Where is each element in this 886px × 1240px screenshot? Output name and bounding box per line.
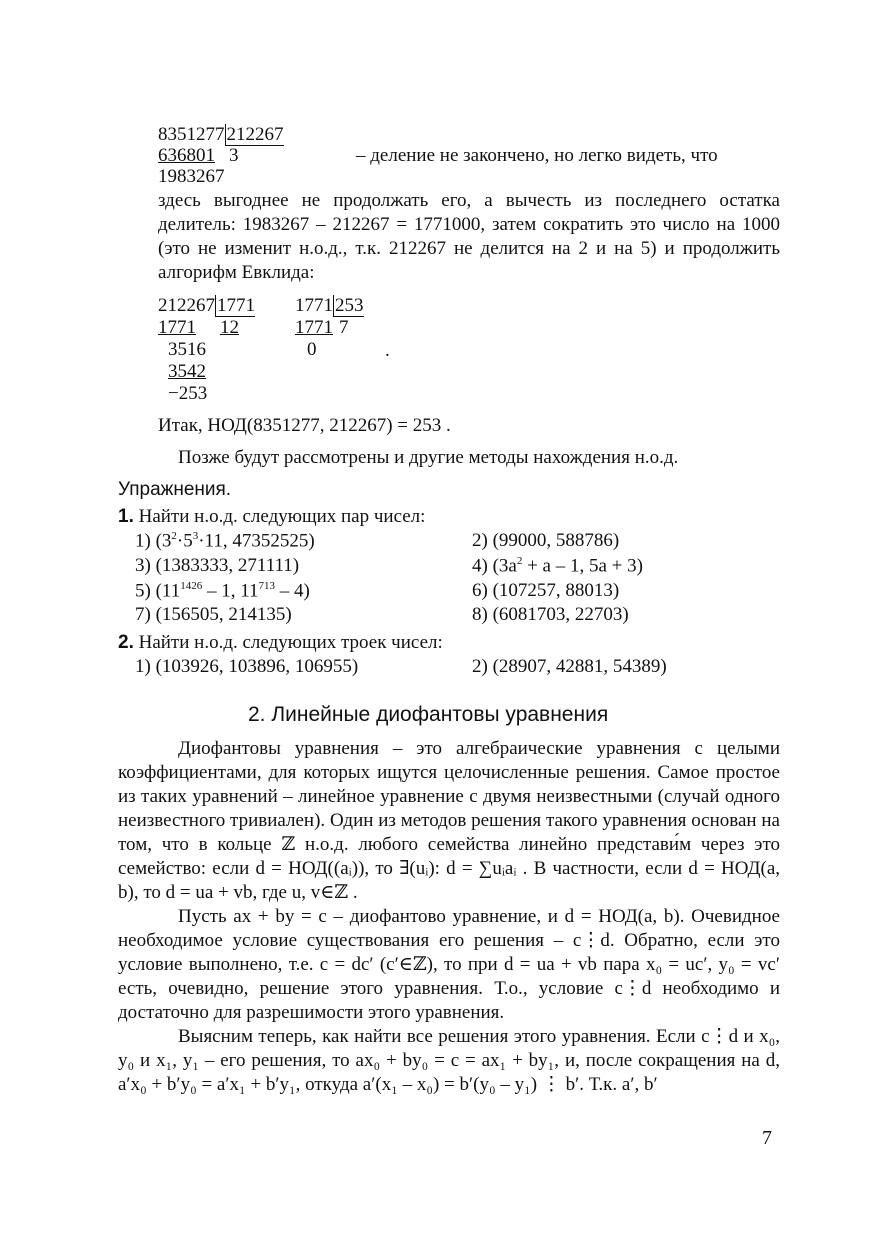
division-2 bbox=[158, 295, 255, 405]
division-3-dot: . bbox=[385, 340, 390, 361]
pair-row-1 bbox=[0, 530, 886, 554]
pair-row-3 bbox=[0, 580, 886, 604]
pair-row-4 bbox=[0, 604, 886, 628]
division-2-sub1: 1771 bbox=[158, 317, 196, 338]
pair-5: 5) ($11^{1426} - 1$, $11^{713} - 4$) bbox=[135, 580, 310, 602]
pair-row-2 bbox=[0, 555, 886, 579]
task-1 bbox=[118, 506, 425, 528]
pair-8: 8) (6081703, 22703) bbox=[472, 604, 629, 625]
division-2-quotient: 12 bbox=[220, 317, 239, 338]
task-1-number: 1. bbox=[118, 506, 134, 527]
division-1 bbox=[158, 124, 284, 187]
division-2-dividend: 212267 bbox=[158, 295, 215, 316]
paragraph-4: Выясним теперь, как найти все решения этого уравнения. Если c⋮d и x₀, y₀ и x₁, y₁ – его решения, то ax₀ + by₀ = c = ax₁ + by₁, и, после сокращения на d, a′x₀ + b′y₀ = a′x₁ + b′y₁, откуда a′(x₁ – x₀) = b′(y₀ – y₁) ⋮ b′. Т.к. a′, b′ bbox=[118, 1026, 780, 1095]
exercises-heading: Упражнения. bbox=[118, 479, 232, 500]
later-line: Позже будут рассмотрены и другие методы нахождения н.о.д. bbox=[178, 447, 679, 468]
section-title: 2. Линейные диофантовы уравнения bbox=[248, 703, 609, 726]
division-2-rem1: 3516 bbox=[168, 339, 206, 360]
task-2-text: Найти н.о.д. следующих троек чисел: bbox=[138, 632, 443, 653]
triple-2: 2) (28907, 42881, 54389) bbox=[472, 656, 667, 677]
division-3-divisor: 253 bbox=[335, 295, 364, 316]
division-2-divisor: 1771 bbox=[217, 295, 255, 316]
paragraph-2: Диофантовы уравнения – это алгебраические уравнения с целыми коэффициентами, для которых ищутся целочисленные решения. Самое простое из таких уравнений – линейное уравнение с двумя неизвестными (случай одного неизвестного тривиален). Один из методов решения такого уравнения основан на том, что в кольце ℤ н.о.д. любого семейства линейно представи́м через это семейство: если d = НОД((aᵢ)), то ∃(uᵢ): d = ∑uᵢaᵢ . В частности, если d = НОД(a, b), то d = ua + vb, где u, v∈ℤ . bbox=[118, 738, 780, 903]
result-line: Итак, НОД(8351277, 212267) = 253 . bbox=[158, 415, 451, 436]
division-3-quotient: 7 bbox=[339, 317, 349, 338]
triple-1: 1) (103926, 103896, 106955) bbox=[135, 656, 359, 677]
division-2-rem2: −253 bbox=[168, 383, 208, 404]
division-1-divisor: 212267 bbox=[226, 124, 284, 145]
pair-2: 2) (99000, 588786) bbox=[472, 530, 620, 551]
division-1-quotient: 3 bbox=[229, 145, 239, 166]
division-1-dividend: 8351277 bbox=[158, 124, 225, 145]
pair-4: 4) ($3a^2 + a - 1$, 5a + 3) bbox=[472, 555, 643, 577]
pair-3: 3) (1383333, 271111) bbox=[135, 555, 300, 576]
division-1-subtrahend: 636801 bbox=[158, 145, 215, 166]
division-3-sub1: 1771 bbox=[295, 317, 333, 338]
division-3-dividend: 1771 bbox=[295, 295, 333, 316]
page-number: 7 bbox=[762, 1127, 772, 1149]
division-3-rem1: 0 bbox=[307, 339, 317, 360]
task-2 bbox=[118, 632, 443, 654]
triple-row bbox=[0, 656, 886, 680]
pair-6: 6) (107257, 88013) bbox=[472, 580, 620, 601]
division-1-note: – деление не закончено, но легко видеть, что bbox=[356, 145, 718, 166]
paragraph-1: здесь выгоднее не продолжать его, а вычесть из последнего остатка делитель: 1983267 – 212267 = 1771000, затем сократить это число на 1000 (это не изменит н.о.д., т.к. 212267 не делится на 2 и на 5) и продолжить алгорифм Евклида: bbox=[158, 190, 780, 283]
division-2-sub2: 3542 bbox=[168, 361, 206, 382]
paragraph-3: Пусть ax + by = c – диофантово уравнение, и d = НОД(a, b). Очевидное необходимое условие существования его решения – c⋮d. Обратно, если это условие выполнено, т.е. c = dc′ (c′∈ℤ), то при d = ua + vb пара x₀ = uc′, y₀ = vc′ есть, очевидно, решение этого уравнения. Т.о., условие c⋮d необходимо и достаточно для разрешимости этого уравнения. bbox=[118, 906, 780, 1023]
pair-1: 1) ($3^2\cdot 5^3\cdot 11$, 47352525) bbox=[135, 530, 315, 552]
pair-7: 7) (156505, 214135) bbox=[135, 604, 292, 625]
division-3 bbox=[295, 295, 364, 361]
task-2-number: 2. bbox=[118, 632, 134, 653]
task-1-text: Найти н.о.д. следующих пар чисел: bbox=[138, 506, 426, 527]
division-1-remainder: 1983267 bbox=[158, 166, 225, 187]
